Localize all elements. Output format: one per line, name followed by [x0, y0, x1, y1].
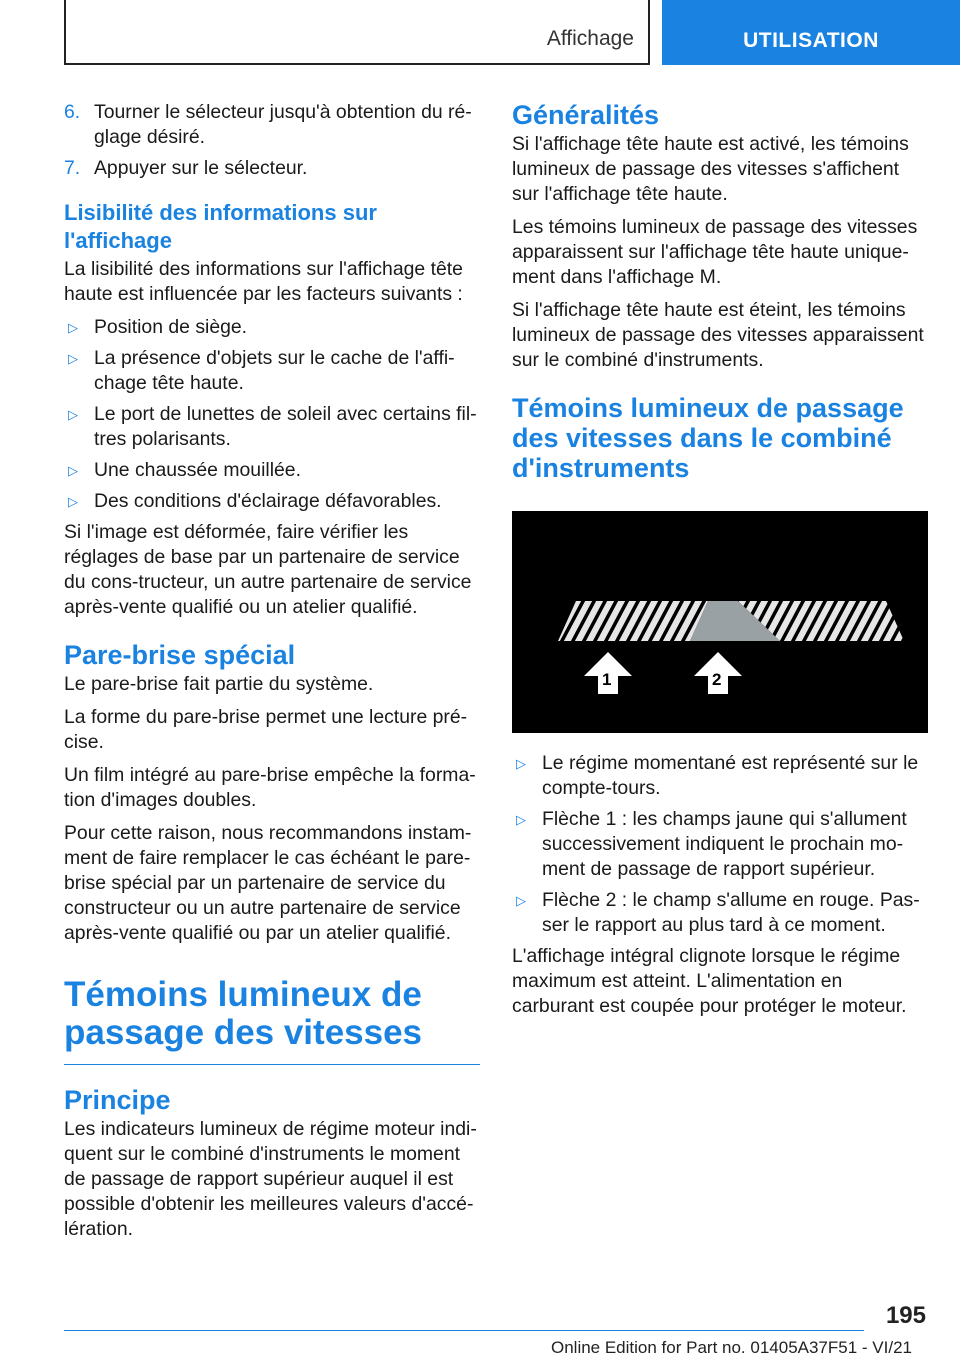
combine-heading: Témoins lumineux de passage des vitesses dans le combiné d'instruments [512, 393, 904, 483]
closing-paragraph: L'affichage intégral clignote lorsque le régime maximum est atteint. L'alimentation en carburant est coupée pour protéger le moteur. [512, 945, 907, 1017]
page-number: 195 [885, 1302, 926, 1329]
generalites-heading: Généralités [512, 100, 660, 130]
triangle-bullet-icon: ▷ [68, 407, 78, 422]
list-item-text: La présence d'objets sur le cache de l'affi-chage tête haute. [94, 347, 455, 394]
paragraph: Si l'affichage tête haute est éteint, les témoins lumineux de passage des vitesses apparaissent sur le combiné d'instruments. [512, 299, 924, 371]
principe-text: Les indicateurs lumineux de régime moteur indi-quent sur le combiné d'instruments le moment de passage de rapport supérieur auquel il est possible d'obtenir les meilleures valeurs d'accé-lération. [64, 1118, 477, 1240]
shift-light-band-left [558, 601, 708, 641]
lisibilite-intro: La lisibilité des informations sur l'affichage tête haute est influencée par les facteurs suivants : [64, 258, 463, 305]
header-section-label: Affichage [546, 27, 634, 50]
triangle-bullet-icon: ▷ [68, 320, 78, 335]
footer-divider [64, 1330, 864, 1331]
paragraph: Pour cette raison, nous recommandons instam-ment de faire remplacer le cas échéant le pare-brise spécial par un partenaire de service du constructeur ou un autre partenaire de service après-vente qualifié ou par un atelier qualifié. [64, 822, 472, 944]
triangle-bullet-icon: ▷ [68, 351, 78, 366]
list-item [64, 346, 480, 396]
step-text: Tourner le sélecteur jusqu'à obtention du ré-glage désiré. [94, 101, 472, 148]
list-item [64, 489, 480, 514]
list-item-text: Le port de lunettes de soleil avec certains fil-tres polarisants. [94, 403, 477, 450]
step-text: Appuyer sur le sélecteur. [94, 157, 308, 179]
header-box [64, 0, 650, 65]
paragraph: Les témoins lumineux de passage des vitesses apparaissent sur l'affichage tête haute unique-ment dans l'affichage M. [512, 216, 918, 288]
list-item-text: Flèche 2 : le champ s'allume en rouge. Pas-ser le rapport au plus tard à ce moment. [542, 889, 920, 936]
shift-lights-illustration [512, 511, 928, 733]
triangle-bullet-icon: ▷ [68, 463, 78, 478]
triangle-bullet-icon: ▷ [516, 893, 526, 908]
right-column [512, 100, 928, 1027]
arrow-2-label: 2 [712, 670, 722, 689]
header-chapter-label: UTILISATION [743, 29, 879, 52]
shift-lights-figure [512, 511, 928, 733]
paragraph: Le pare-brise fait partie du système. [64, 673, 374, 695]
list-item [512, 888, 928, 938]
lisibilite-heading: Lisibilité des informations sur l'affichage [64, 200, 377, 253]
triangle-bullet-icon: ▷ [516, 756, 526, 771]
paragraph: Si l'affichage tête haute est activé, les témoins lumineux de passage des vitesses s'affichent sur l'affichage tête haute. [512, 133, 909, 205]
paragraph: Un film intégré au pare-brise empêche la forma-tion d'images doubles. [64, 764, 476, 811]
list-item-text: Une chaussée mouillée. [94, 459, 301, 481]
list-item [64, 458, 480, 483]
lisibilite-note: Si l'image est déformée, faire vérifier les réglages de base par un partenaire de service du cons-tructeur, un autre partenaire de service après-vente qualifié ou un atelier qualifié. [64, 521, 472, 618]
list-item [512, 807, 928, 882]
list-item [64, 402, 480, 452]
chapter-title: Témoins lumineux de passage des vitesses [64, 976, 480, 1065]
list-item [64, 315, 480, 340]
triangle-bullet-icon: ▷ [68, 494, 78, 509]
list-item-text: Des conditions d'éclairage défavorables. [94, 490, 442, 512]
arrow-1-label: 1 [602, 670, 612, 689]
pare-brise-heading: Pare-brise spécial [64, 640, 296, 670]
list-item-text: Flèche 1 : les champs jaune qui s'allument successivement indiquent le prochain mo-ment de passage de rapport supérieur. [542, 808, 907, 880]
header-chapter-tab[interactable] [662, 0, 960, 65]
list-item-text: Le régime momentané est représenté sur le compte-tours. [542, 752, 919, 799]
triangle-bullet-icon: ▷ [516, 812, 526, 827]
principe-heading: Principe [64, 1085, 171, 1115]
step-number: 6. [64, 101, 81, 123]
step-number: 7. [64, 157, 81, 179]
paragraph: La forme du pare-brise permet une lecture pré-cise. [64, 706, 468, 753]
footer-edition: Online Edition for Part no. 01405A37F51 - VI/21 [550, 1338, 912, 1357]
left-column [64, 100, 480, 1250]
list-item-text: Position de siège. [94, 316, 248, 338]
list-item [512, 751, 928, 801]
step-item [64, 100, 480, 150]
step-item [64, 156, 480, 181]
